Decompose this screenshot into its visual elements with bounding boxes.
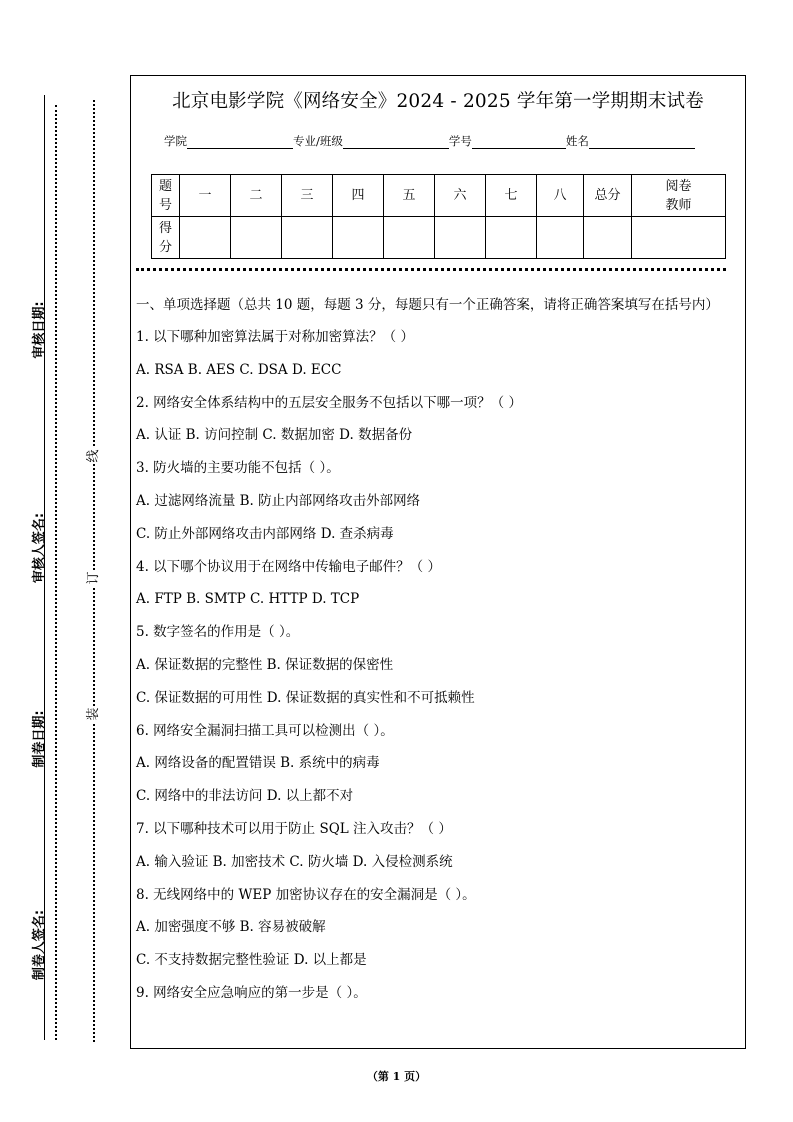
score-cell-1[interactable]: [180, 217, 231, 259]
question-stem: 4. 以下哪个协议用于在网络中传输电子邮件？（ ）: [136, 558, 441, 575]
name-field: [566, 133, 695, 149]
score-cell-8[interactable]: [537, 217, 584, 259]
question-options: A. 网络设备的配置错误 B. 系统中的病毒: [136, 755, 380, 772]
question-stem: 1. 以下哪种加密算法属于对称加密算法？（ ）: [136, 329, 414, 345]
question-options: A. 过滤网络流量 B. 防止内部网络攻击外部网络: [136, 492, 421, 509]
student-info-row: [164, 133, 724, 149]
score-table-score-row: [152, 217, 726, 259]
question-options: A. RSA B. AES C. DSA D. ECC: [136, 361, 342, 378]
major-class-blank[interactable]: [343, 135, 449, 149]
score-cell-grader[interactable]: [632, 217, 726, 259]
reviewer-signature-label: 审核人签名:: [32, 512, 47, 584]
question-options: A. 加密强度不够 B. 容易被破解: [136, 919, 326, 936]
question-options: C. 不支持数据完整性验证 D. 以上都是: [136, 952, 367, 969]
score-cell-2[interactable]: [231, 217, 282, 259]
score-cell-6[interactable]: [435, 217, 486, 259]
binding-char-xian: 线: [86, 449, 101, 463]
school-field: [164, 133, 293, 149]
binding-char-zhuang: 装: [86, 707, 101, 721]
page-number: （第 1 页）: [366, 1070, 427, 1083]
name-label: 姓名: [565, 134, 589, 148]
student-id-field: [449, 133, 566, 149]
score-cell-total[interactable]: [584, 217, 632, 259]
col-3: 三: [282, 175, 333, 217]
school-label: 学院: [164, 134, 187, 148]
student-id-blank[interactable]: [472, 135, 566, 149]
exam-title: 北京电影学院《网络安全》2024 - 2025 学年第一学期期末试卷: [172, 91, 704, 112]
score-table-header-row: [152, 175, 726, 217]
question-stem: 6. 网络安全漏洞扫描工具可以检测出（ ）。: [136, 722, 394, 739]
question-stem: 2. 网络安全体系结构中的五层安全服务不包括以下哪一项？（ ）: [136, 394, 522, 411]
score-cell-4[interactable]: [333, 217, 384, 259]
question-number-header: 题号: [152, 175, 180, 217]
questions-section: [136, 294, 736, 1015]
student-id-label: 学号: [448, 134, 472, 148]
col-grader: 阅卷教师: [632, 175, 726, 217]
name-blank[interactable]: [589, 135, 695, 149]
col-1: 一: [180, 175, 231, 217]
major-class-field: [293, 133, 449, 149]
question-stem: 8. 无线网络中的 WEP 加密协议存在的安全漏洞是（ ）。: [136, 886, 476, 903]
question-stem: 5. 数字签名的作用是（ ）。: [136, 624, 300, 641]
school-blank[interactable]: [187, 135, 293, 149]
col-5: 五: [384, 175, 435, 217]
col-total: 总分: [584, 175, 632, 217]
col-6: 六: [435, 175, 486, 217]
question-options: C. 防止外部网络攻击内部网络 D. 查杀病毒: [136, 525, 394, 542]
question-stem: 3. 防火墙的主要功能不包括（ ）。: [136, 460, 340, 477]
binding-dotted-line-left: [55, 105, 57, 1040]
binding-char-ding: 订: [86, 571, 101, 585]
question-options: A. FTP B. SMTP C. HTTP D. TCP: [136, 591, 360, 608]
question-stem: 7. 以下哪种技术可以用于防止 SQL 注入攻击？（ ）: [136, 820, 452, 837]
major-class-label: 专业/班级: [293, 134, 343, 148]
question-options: A. 保证数据的完整性 B. 保证数据的保密性: [136, 656, 394, 673]
score-header: 得分: [152, 217, 180, 259]
compiler-signature-label: 制卷人签名:: [32, 909, 47, 981]
score-cell-5[interactable]: [384, 217, 435, 259]
compile-date-label: 制卷日期:: [32, 710, 47, 768]
score-table: [151, 174, 726, 259]
review-date-label: 审核日期:: [32, 301, 47, 359]
dotted-separator: [136, 268, 726, 271]
col-8: 八: [537, 175, 584, 217]
section-title: 一、单项选择题（总共 10 题，每题 3 分，每题只有一个正确答案，请将正确答案填写在括号内）: [136, 297, 719, 313]
col-7: 七: [486, 175, 537, 217]
question-options: A. 认证 B. 访问控制 C. 数据加密 D. 数据备份: [136, 427, 413, 444]
exam-paper: [130, 75, 746, 1049]
question-stem: 9. 网络安全应急响应的第一步是（ ）。: [136, 984, 367, 1001]
score-cell-7[interactable]: [486, 217, 537, 259]
question-options: A. 输入验证 B. 加密技术 C. 防火墙 D. 入侵检测系统: [136, 853, 453, 870]
col-4: 四: [333, 175, 384, 217]
question-lines: [136, 326, 736, 1015]
question-options: C. 网络中的非法访问 D. 以上都不对: [136, 788, 354, 805]
score-cell-3[interactable]: [282, 217, 333, 259]
col-2: 二: [231, 175, 282, 217]
question-options: C. 保证数据的可用性 D. 保证数据的真实性和不可抵赖性: [136, 689, 475, 706]
